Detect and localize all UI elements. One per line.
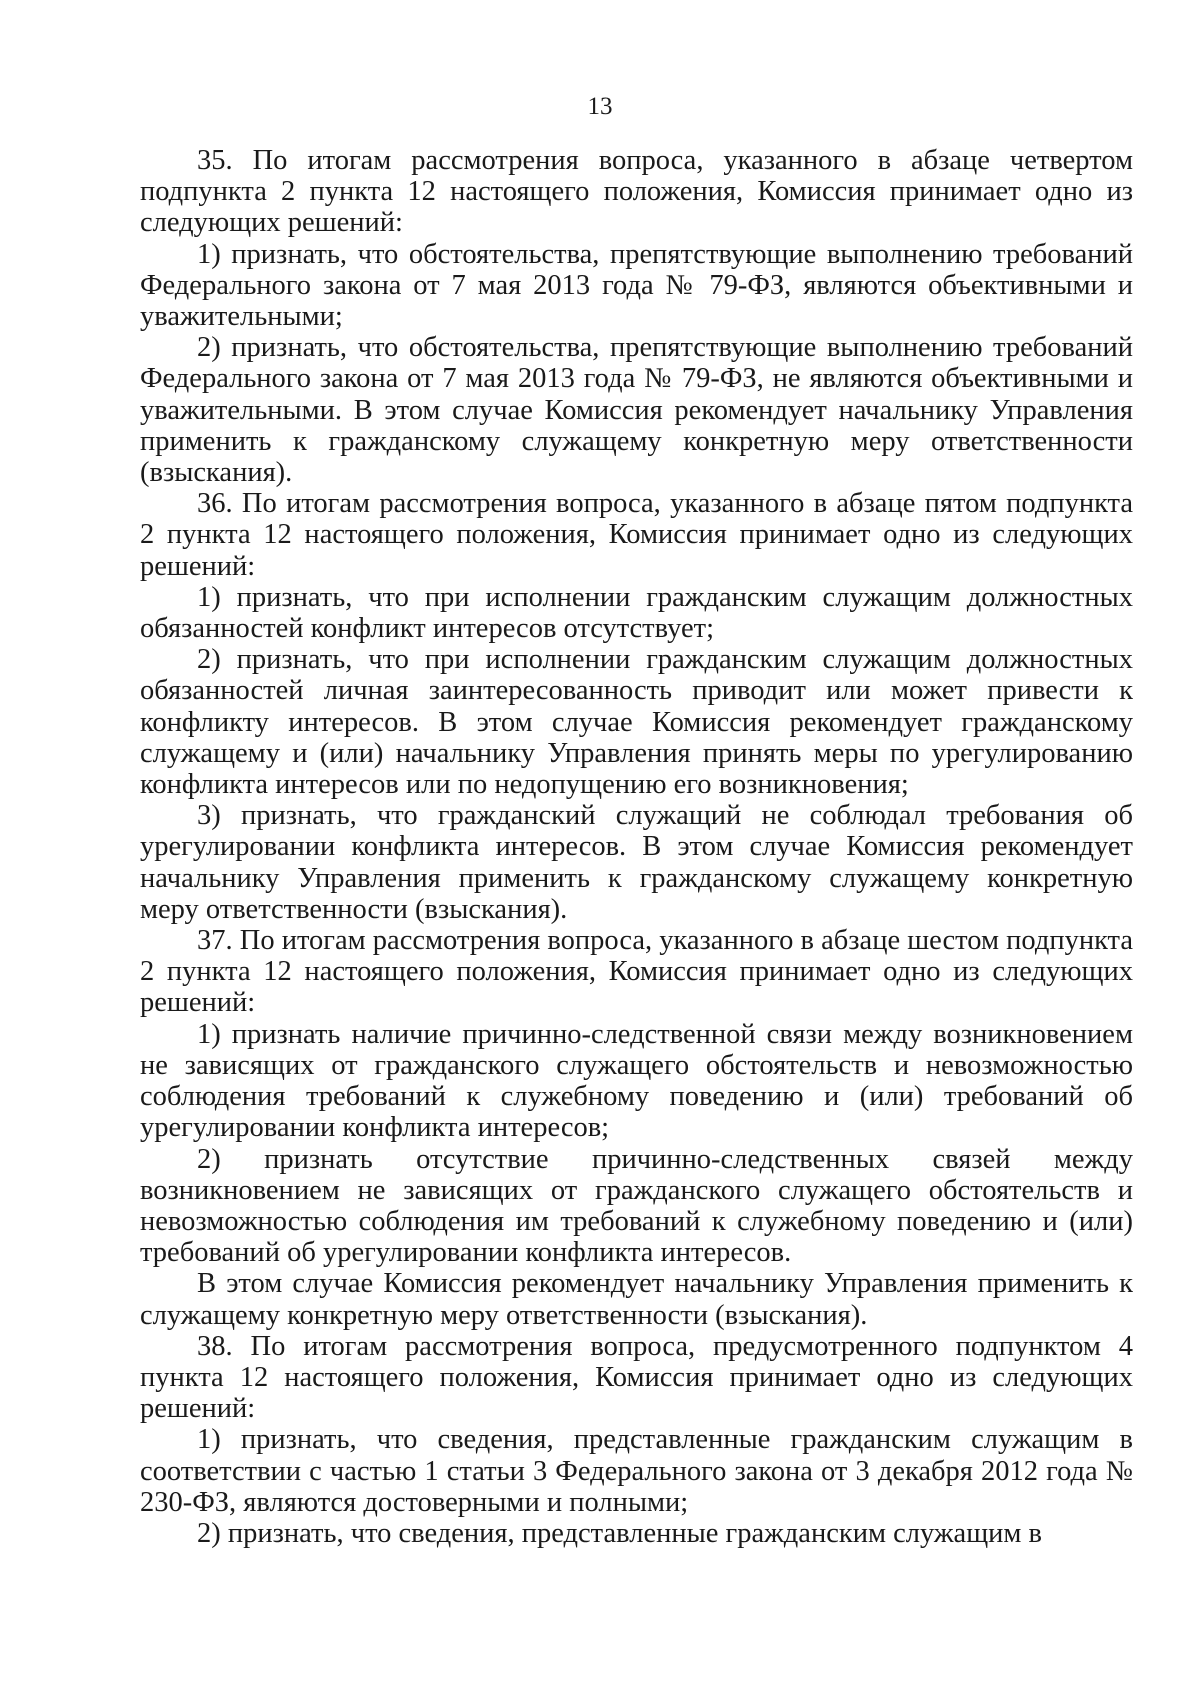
paragraph-35-item-1: 1) признать, что обстоятельства, препятствующие выполнению требований Федерального закона от 7 мая 2013 года № 79-ФЗ, являются объективными и уважительными; <box>140 238 1133 333</box>
paragraph-37-item-2: 2) признать отсутствие причинно-следственных связей между возникновением не зависящих от гражданского служащего обстоятельств и невозможностью соблюдения им требований к служебному поведению и (или) требований об урегулировании конфликта интересов. <box>140 1143 1133 1269</box>
paragraph-37-item-1: 1) признать наличие причинно-следственной связи между возникновением не зависящих от гражданского служащего обстоятельств и невозможностью соблюдения требований к служебному поведению и (или) требований об урегулировании конфликта интересов; <box>140 1018 1133 1144</box>
page-number: 13 <box>587 93 613 120</box>
paragraph-36-item-2: 2) признать, что при исполнении гражданским служащим должностных обязанностей личная заинтересованность приводит или может привести к конфликту интересов. В этом случае Комиссия рекомендует гражданскому служащему и (или) начальнику Управления принять меры по урегулированию конфликта интересов или по недопущению его возникновения; <box>140 644 1133 801</box>
paragraph-38-item-2: 2) признать, что сведения, представленные гражданским служащим в <box>197 1517 1043 1549</box>
paragraph-35: 35. По итогам рассмотрения вопроса, указанного в абзаце четвертом подпункта 2 пункта 12 настоящего положения, Комиссия принимает одно из следующих решений: <box>140 145 1133 239</box>
paragraph-36-item-3: 3) признать, что гражданский служащий не соблюдал требования об урегулировании конфликта интересов. В этом случае Комиссия рекомендует начальнику Управления применить к гражданскому служащему конкретную меру ответственности (взыскания). <box>140 800 1133 925</box>
paragraph-36-item-1: 1) признать, что при исполнении гражданским служащим должностных обязанностей конфликт интересов отсутствует; <box>140 581 1133 645</box>
paragraph-38: 38. По итогам рассмотрения вопроса, предусмотренного подпунктом 4 пункта 12 настоящего положения, Комиссия принимает одно из следующих решений: <box>140 1330 1133 1425</box>
paragraph-35-item-2: 2) признать, что обстоятельства, препятствующие выполнению требований Федерального закона от 7 мая 2013 года № 79-ФЗ, не являются объективными и уважительными. В этом случае Комиссия рекомендует начальнику Управления применить к гражданскому служащему конкретную меру ответственности (взыскания). <box>140 332 1133 489</box>
paragraph-38-item-1: 1) признать, что сведения, представленные гражданским служащим в соответствии с частью 1 статьи 3 Федерального закона от 3 декабря 2012 года № 230-ФЗ, являются достоверными и полными; <box>140 1424 1133 1518</box>
paragraph-36: 36. По итогам рассмотрения вопроса, указанного в абзаце пятом подпункта 2 пункта 12 настоящего положения, Комиссия принимает одно из следующих решений: <box>140 488 1133 582</box>
paragraph-37-recommendation: В этом случае Комиссия рекомендует начальнику Управления применить к служащему конкретную меру ответственности (взыскания). <box>140 1268 1133 1331</box>
document-body <box>140 145 1133 1549</box>
paragraph-37: 37. По итогам рассмотрения вопроса, указанного в абзаце шестом подпункта 2 пункта 12 настоящего положения, Комиссия принимает одно из следующих решений: <box>140 925 1133 1019</box>
